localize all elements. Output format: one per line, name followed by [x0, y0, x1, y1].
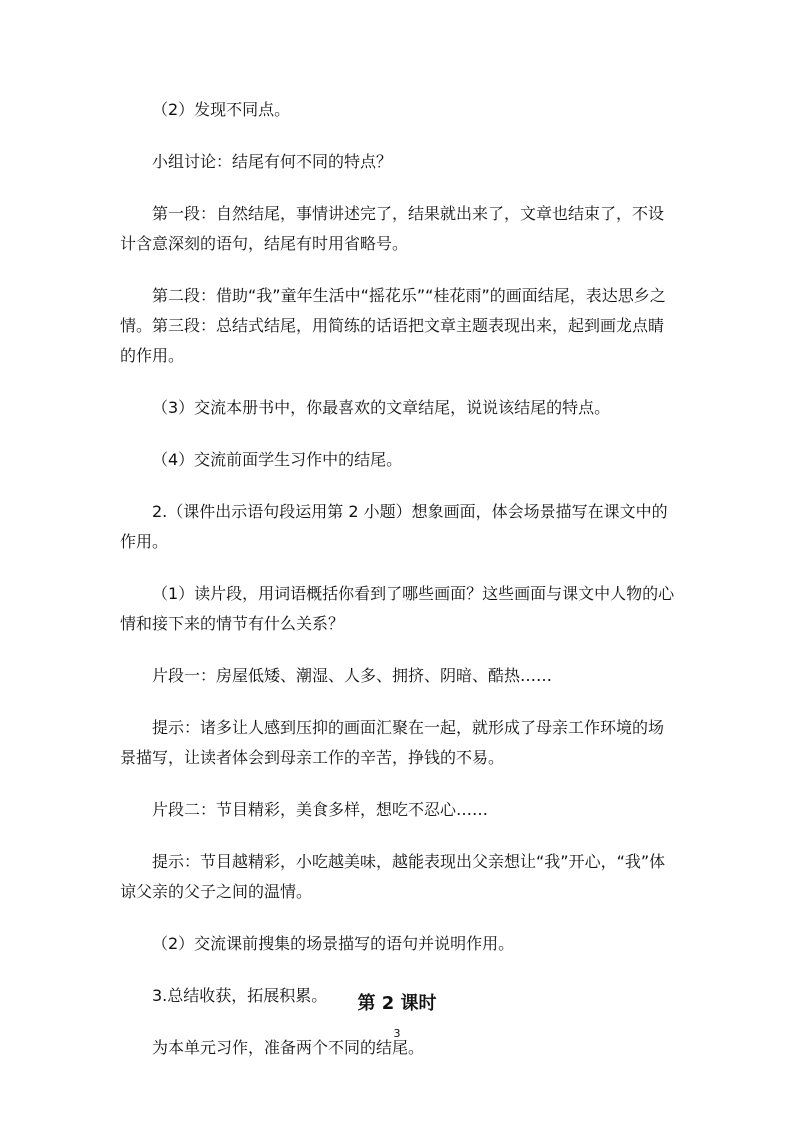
paragraph: （4）交流前面学生习作中的结尾。 — [152, 450, 403, 469]
paragraph: （2）交流课前搜集的场景描写的语句并说明作用。 — [152, 934, 515, 953]
paragraph: （3）交流本册书中，你最喜欢的文章结尾，说说该结尾的特点。 — [152, 398, 611, 417]
paragraph: 第二段：借助“我”童年生活中“摇花乐”“桂花雨”的画面结尾，表达思乡之情。第三段：总结式结尾，用简练的话语把文章主题表现出来，起到画龙点睛的作用。 — [120, 286, 666, 365]
paragraph: 2.（课件出示语句段运用第 2 小题）想象画面，体会场景描写在课文中的作用。 — [120, 502, 668, 551]
paragraph: 片段二：节目精彩，美食多样，想吃不忍心…… — [152, 800, 489, 819]
paragraph: （2）发现不同点。 — [152, 100, 291, 119]
section-heading: 第 2 课时 — [357, 993, 437, 1014]
paragraph: 第一段：自然结尾，事情讲述完了，结果就出来了，文章也结束了，不设计含意深刻的语句，结尾有时用省略号。 — [120, 204, 665, 253]
paragraph: 片段一：房屋低矮、潮湿、人多、拥挤、阴暗、酷热…… — [152, 666, 553, 685]
paragraph: 为本单元习作，准备两个不同的结尾。 — [152, 1038, 425, 1057]
document-body — [120, 95, 676, 1085]
paragraph: 提示：诸多让人感到压抑的画面汇聚在一起，就形成了母亲工作环境的场景描写，让读者体会到母亲工作的辛苦，挣钱的不易。 — [120, 718, 665, 767]
paragraph: 提示：节目越精彩，小吃越美味，越能表现出父亲想让“我”开心，“我”体谅父亲的父子之间的温情。 — [120, 852, 666, 901]
paragraph: （1）读片段，用词语概括你看到了哪些画面？这些画面与课文中人物的心情和接下来的情节有什么关系？ — [120, 584, 675, 633]
paragraph: 3.总结收获，拓展积累。 — [152, 986, 328, 1005]
page-number: 3 — [393, 1027, 401, 1040]
paragraph: 小组讨论：结尾有何不同的特点？ — [152, 152, 393, 171]
